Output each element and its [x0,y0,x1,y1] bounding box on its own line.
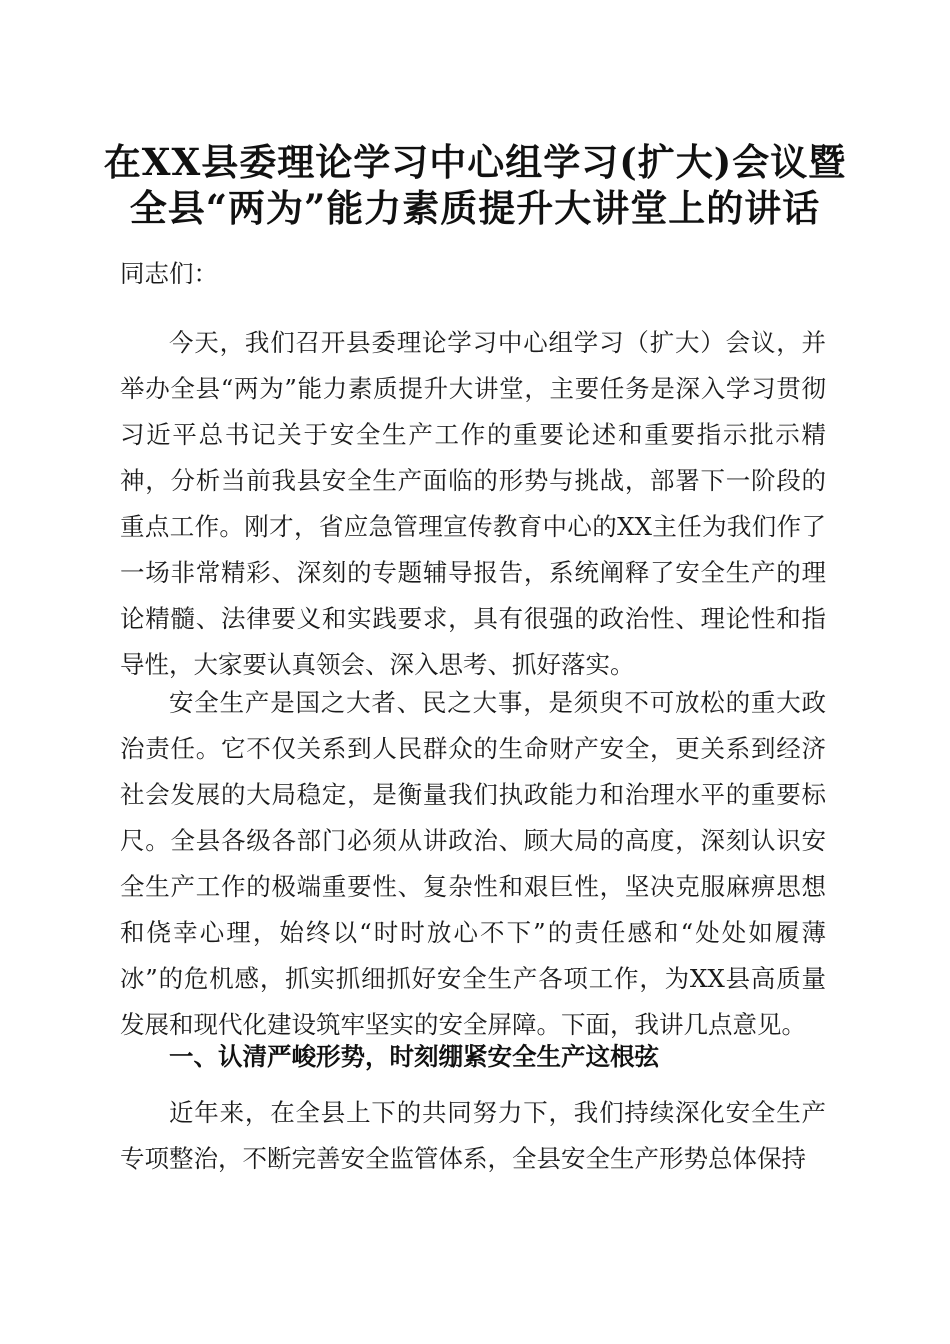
section-1-paragraph: 近年来，在全县上下的共同努力下，我们持续深化安全生产专项整治，不断完善安全监管体系，全县安全生产形势总体保持 [120,1098,826,1173]
document-title-line-2: 全县“两为”能力素质提升大讲堂上的讲话 [129,186,821,230]
salutation: 同志们： [120,259,218,288]
paragraph-1: 今天，我们召开县委理论学习中心组学习（扩大）会议，并举办全县“两为”能力素质提升大讲堂，主要任务是深入学习贯彻习近平总书记关于安全生产工作的重要论述和重要指示批示精神，分析当前我县安全生产面临的形势与挑战，部署下一阶段的重点工作。刚才，省应急管理宣传教育中心的XX主任为我们作了一场非常精彩、深刻的专题辅导报告，系统阐释了安全生产的理论精髓、法律要义和实践要求，具有很强的政治性、理论性和指导性，大家要认真领会、深入思考、抓好落实。 [120,328,826,679]
document-title-line-1: 在XX县委理论学习中心组学习(扩大)会议暨 [103,140,847,184]
paragraph-2: 安全生产是国之大者、民之大事，是须臾不可放松的重大政治责任。它不仅关系到人民群众的生命财产安全，更关系到经济社会发展的大局稳定，是衡量我们执政能力和治理水平的重要标尺。全县各级各部门必须从讲政治、顾大局的高度，深刻认识安全生产工作的极端重要性、复杂性和艰巨性，坚决克服麻痹思想和侥幸心理，始终以“时时放心不下”的责任感和“处处如履薄冰”的危机感，抓实抓细抓好安全生产各项工作，为XX县高质量发展和现代化建设筑牢坚实的安全屏障。下面，我讲几点意见。 [120,688,826,1039]
section-heading-1: 一、认清严峻形势，时刻绷紧安全生产这根弦 [169,1042,659,1071]
